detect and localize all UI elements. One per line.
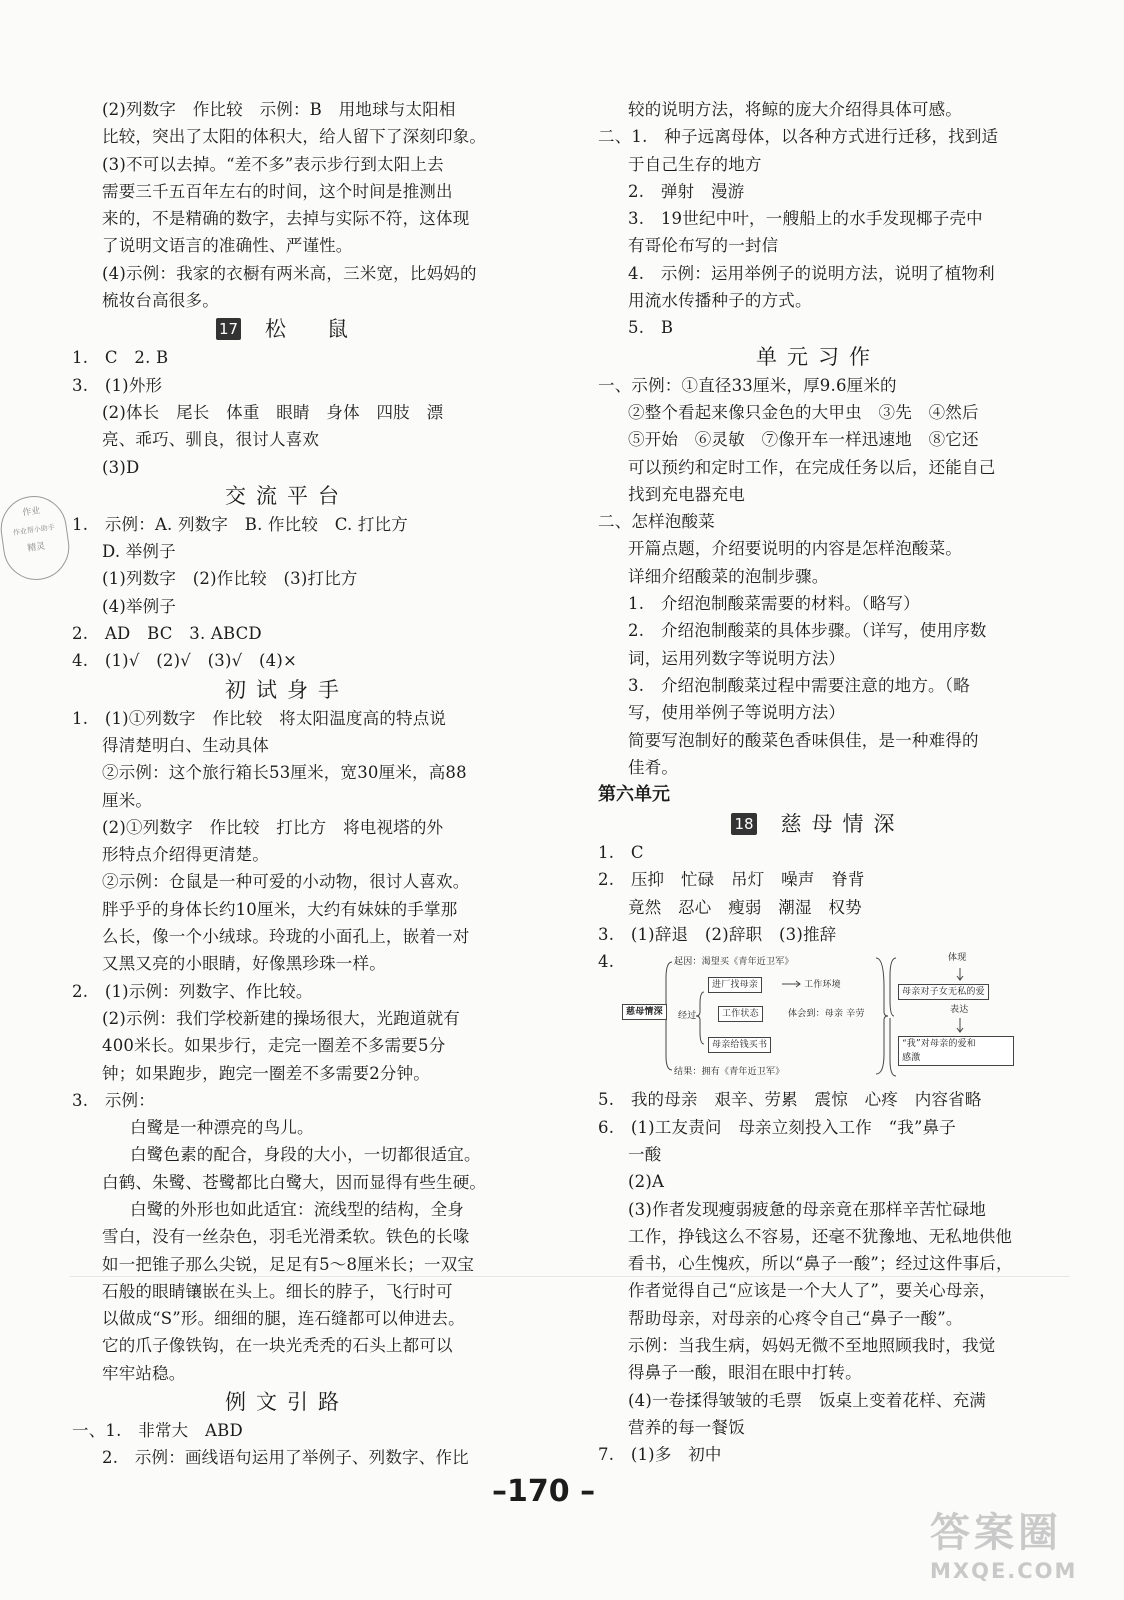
answer-line: 写，使用举例子等说明方法） bbox=[628, 703, 846, 723]
diagram-right-box-2 bbox=[898, 1036, 1014, 1066]
answer-line: 看书，心生愧疚，所以“鼻子一酸”；经过这件事后， bbox=[628, 1254, 1013, 1274]
section-title: 交流平台 bbox=[225, 483, 349, 508]
answer-line: 1. C bbox=[598, 843, 644, 863]
answer-line: 梳妆台高很多。 bbox=[102, 291, 219, 311]
stamp-line-2: 作业帮小助手 bbox=[12, 523, 56, 537]
answer-line: (2)A bbox=[628, 1172, 665, 1192]
diagram-cause: 起因：渴望买《青年近卫军》 bbox=[674, 957, 794, 968]
answer-line: 厘米。 bbox=[102, 790, 153, 810]
answer-line: 400米长。如果步行，走完一圈差不多需要5分 bbox=[102, 1036, 446, 1056]
answer-line: 得鼻子一酸，眼泪在眼中打转。 bbox=[628, 1363, 862, 1383]
answer-line: 词，运用列数字等说明方法） bbox=[628, 648, 846, 668]
stamp-line-1: 作业 bbox=[21, 506, 41, 519]
answer-line: 一酸 bbox=[628, 1144, 662, 1164]
section-heading bbox=[72, 1387, 502, 1417]
diagram-right-box-1: 母亲对子女无私的爱 bbox=[898, 984, 989, 1000]
answer-line: 工作，挣钱这么不容易，还毫不犹豫地、无私地供他 bbox=[628, 1226, 1013, 1246]
diagram-result: 结果：拥有《青年近卫军》 bbox=[674, 1067, 785, 1078]
answer-line: 1. 介绍泡制酸菜需要的材料。（略写） bbox=[628, 594, 920, 614]
answer-line: 3. 介绍泡制酸菜过程中需要注意的地方。（略 bbox=[628, 675, 970, 695]
answer-line: (2)列数字 作比较 示例：B 用地球与太阳相 bbox=[102, 100, 456, 119]
watermark bbox=[930, 1508, 1110, 1594]
answer-line: 于自己生存的地方 bbox=[628, 154, 762, 174]
answer-line: (3)作者发现瘦弱疲惫的母亲竟在那样辛苦忙碌地 bbox=[628, 1199, 986, 1219]
answer-line: (2)①列数字 作比较 打比方 将电视塔的外 bbox=[102, 817, 444, 837]
answer-line: 2. 弹射 漫游 bbox=[628, 181, 745, 201]
answer-line: 1. C 2. B bbox=[72, 348, 169, 368]
diagram-work-env: 工作环境 bbox=[804, 980, 841, 991]
answer-line: (2)体长 尾长 体重 眼睛 身体 四肢 漂 bbox=[102, 402, 444, 422]
answer-line: 来的，不是精确的数字，去掉与实际不符，这体现 bbox=[102, 209, 470, 229]
answer-line: 得清楚明白、生动具体 bbox=[102, 735, 269, 755]
lesson-number-badge: 18 bbox=[731, 813, 756, 835]
answer-line: 白鹭色素的配合，身段的大小，一切都很适宜。 bbox=[130, 1145, 481, 1165]
right-column bbox=[598, 96, 1038, 1468]
diagram-insight: 体会到：母亲 辛劳 bbox=[788, 1009, 865, 1020]
answer-line: (4)示例：我家的衣橱有两米高，三米宽，比妈妈的 bbox=[102, 263, 477, 283]
left-column bbox=[72, 96, 502, 1472]
answer-line: 2. 压抑 忙碌 吊灯 噪声 脊背 bbox=[598, 870, 865, 890]
answer-line: 2. 示例：画线语句运用了举例子、列数字、作比 bbox=[102, 1448, 469, 1468]
diagram-box-find-mother: 进厂找母亲 bbox=[708, 977, 762, 993]
answer-line: 1. 示例：A. 列数字 B. 作比较 C. 打比方 bbox=[72, 514, 408, 534]
answer-line: 可以预约和定时工作，在完成任务以后，还能自己 bbox=[628, 457, 996, 477]
section-heading bbox=[598, 342, 1038, 372]
answer-line: 佳肴。 bbox=[628, 757, 679, 777]
diagram-shows: 体现 bbox=[948, 953, 967, 964]
answer-line: D. 举例子 bbox=[102, 542, 176, 562]
answer-line: 4. (1)√ (2)√ (3)√ (4)× bbox=[72, 651, 297, 671]
answer-line: 二、怎样泡酸菜 bbox=[598, 512, 715, 532]
answer-line: (4)举例子 bbox=[102, 596, 177, 616]
answer-line: 3. 示例： bbox=[72, 1090, 155, 1110]
answer-line: 竟然 忍心 瘦弱 潮湿 权势 bbox=[628, 897, 862, 917]
answer-line: 胖乎乎的身体长约10厘米，大约有妹妹的手掌那 bbox=[102, 899, 458, 919]
watermark-line-1: 答案圈 bbox=[930, 1510, 1062, 1556]
answer-line: 了说明文语言的准确性、严谨性。 bbox=[102, 236, 353, 256]
page-number: –170 – bbox=[492, 1474, 596, 1509]
answer-line: 它的爪子像铁钩，在一块光秃秃的石头上都可以 bbox=[102, 1336, 453, 1356]
answer-line: (3)D bbox=[102, 457, 140, 477]
answer-line: 作者觉得自己“应该是一个大人了”，要关心母亲， bbox=[628, 1281, 996, 1301]
diagram-right-box-2-line-1: “我”对母亲的爱和 bbox=[902, 1039, 977, 1050]
section-heading bbox=[72, 314, 502, 344]
answer-line: 5. B bbox=[628, 318, 674, 338]
watermark-line-2: MXQE.COM bbox=[930, 1559, 1078, 1583]
answer-line: 白鹭的外形也如此适宜：流线型的结构，全身 bbox=[130, 1199, 464, 1219]
answer-line: 4. 示例：运用举例子的说明方法，说明了植物利 bbox=[628, 263, 995, 283]
answer-line: 简要写泡制好的酸菜色香味俱佳，是一种难得的 bbox=[628, 730, 979, 750]
answer-line: 6. (1)工友责问 母亲立刻投入工作 “我”鼻子 bbox=[598, 1117, 956, 1137]
answer-line: 白鹭是一种漂亮的鸟儿。 bbox=[130, 1118, 314, 1138]
section-title: 例文引路 bbox=[225, 1390, 349, 1415]
answer-line: 石般的眼睛镶嵌在头上。细长的脖子，飞行时可 bbox=[102, 1281, 453, 1301]
answer-line: 营养的每一餐饭 bbox=[628, 1417, 745, 1437]
answer-line: 开篇点题，介绍要说明的内容是怎样泡酸菜。 bbox=[628, 539, 962, 559]
answer-line: 牢牢站稳。 bbox=[102, 1363, 186, 1383]
section-title: 单元习作 bbox=[756, 344, 880, 369]
answer-line: 5. 我的母亲 艰辛、劳累 震惊 心疼 内容省略 bbox=[598, 1090, 982, 1110]
diagram-root: 慈母情深 bbox=[622, 1004, 667, 1020]
unit-heading: 第六单元 bbox=[598, 784, 670, 806]
answer-line: 又黑又亮的小眼睛，好像黑珍珠一样。 bbox=[102, 954, 386, 974]
answer-line: ②示例：这个旅行箱长53厘米，宽30厘米，高88 bbox=[102, 763, 467, 783]
answer-line: 二、1. 种子远离母体，以各种方式进行迁移，找到适 bbox=[598, 127, 999, 147]
stamp-line-3: 精灵 bbox=[26, 541, 47, 555]
answer-line: 白鹤、朱鹭、苍鹭都比白鹭大，因而显得有些生硬。 bbox=[102, 1172, 487, 1192]
answer-line: (3)不可以去掉。“差不多”表示步行到太阳上去 bbox=[102, 154, 444, 174]
homework-stamp bbox=[0, 492, 74, 584]
answer-line: (1)列数字 (2)作比较 (3)打比方 bbox=[102, 569, 358, 589]
answer-line: 3. (1)辞退 (2)辞职 (3)推辞 bbox=[598, 925, 837, 945]
answer-line: (2)示例：我们学校新建的操场很大，光跑道就有 bbox=[102, 1008, 460, 1028]
answer-line: 钟；如果跑步，跑完一圈差不多需要2分钟。 bbox=[102, 1063, 430, 1083]
diagram-box-money: 母亲给钱买书 bbox=[708, 1037, 771, 1053]
diagram-right-box-2-line-2: 感激 bbox=[902, 1053, 921, 1064]
answer-line: 1. (1)①列数字 作比较 将太阳温度高的特点说 bbox=[72, 708, 447, 728]
section-title: 初试身手 bbox=[225, 677, 349, 702]
diagram-expresses: 表达 bbox=[950, 1005, 969, 1016]
answer-line: 形特点介绍得更清楚。 bbox=[102, 845, 269, 865]
answer-line: 一、示例：①直径33厘米，厚9.6厘米的 bbox=[598, 375, 897, 395]
answer-line: 用流水传播种子的方式。 bbox=[628, 291, 812, 311]
answer-line: 帮助母亲，对母亲的心疼令自己“鼻子一酸”。 bbox=[628, 1308, 963, 1328]
lesson-number-badge: 17 bbox=[216, 318, 241, 340]
answer-line: 7. (1)多 初中 bbox=[598, 1445, 722, 1465]
answer-line: 3. (1)外形 bbox=[72, 375, 163, 395]
section-title: 慈母情深 bbox=[780, 812, 905, 837]
answer-line: ⑤开始 ⑥灵敏 ⑦像开车一样迅速地 ⑧它还 bbox=[628, 430, 979, 450]
answer-line: 一、1. 非常大 ABD bbox=[72, 1421, 243, 1441]
answer-line: 有哥伦布写的一封信 bbox=[628, 236, 779, 256]
answer-line: 比较，突出了太阳的体积大，给人留下了深刻印象。 bbox=[102, 127, 487, 147]
answer-line: 详细介绍酸菜的泡制步骤。 bbox=[628, 566, 829, 586]
answer-line: 找到充电器充电 bbox=[628, 484, 745, 504]
answer-line: 示例：当我生病，妈妈无微不至地照顾我时，我觉 bbox=[628, 1335, 996, 1355]
answer-line: 较的说明方法，将鲸的庞大介绍得具体可感。 bbox=[628, 100, 962, 119]
answer-line: ②整个看起来像只金色的大甲虫 ③先 ④然后 bbox=[628, 402, 979, 422]
section-heading bbox=[598, 809, 1038, 839]
answer-line: 以做成“S”形。细细的腿，连石缝都可以伸进去。 bbox=[102, 1309, 465, 1329]
mind-map-diagram bbox=[622, 948, 1038, 1086]
answer-line: 需要三千五百年左右的时间，这个时间是推测出 bbox=[102, 181, 453, 201]
answer-line: 么长，像一个小绒球。玲珑的小面孔上，嵌着一对 bbox=[102, 927, 470, 947]
answer-line: 3. 19世纪中叶，一艘船上的水手发现椰子壳中 bbox=[628, 209, 983, 229]
answer-line: ②示例：仓鼠是一种可爱的小动物，很讨人喜欢。 bbox=[102, 872, 470, 892]
diagram-box-work-state: 工作状态 bbox=[718, 1006, 763, 1022]
answer-line: 雪白，没有一丝杂色，羽毛光滑柔软。铁色的长喙 bbox=[102, 1227, 470, 1247]
section-heading bbox=[72, 675, 502, 705]
section-heading bbox=[72, 481, 502, 511]
answer-line: 亮、乖巧、驯良，很讨人喜欢 bbox=[102, 430, 320, 450]
section-title: 松 鼠 bbox=[265, 317, 359, 342]
answer-line: 2. 介绍泡制酸菜的具体步骤。（详写，使用序数 bbox=[628, 621, 987, 641]
answer-line: 如一把锥子那么尖锐，足足有5～8厘米长；一双宝 bbox=[102, 1254, 475, 1274]
answer-line: 2. AD BC 3. ABCD bbox=[72, 624, 262, 644]
answer-line: 2. (1)示例：列数字、作比较。 bbox=[72, 981, 313, 1001]
answer-line: (4)一卷揉得皱皱的毛票 饭桌上变着花样、充满 bbox=[628, 1390, 986, 1410]
diagram-process-label: 经过 bbox=[678, 1011, 697, 1022]
answer-number: 4. bbox=[598, 952, 615, 972]
